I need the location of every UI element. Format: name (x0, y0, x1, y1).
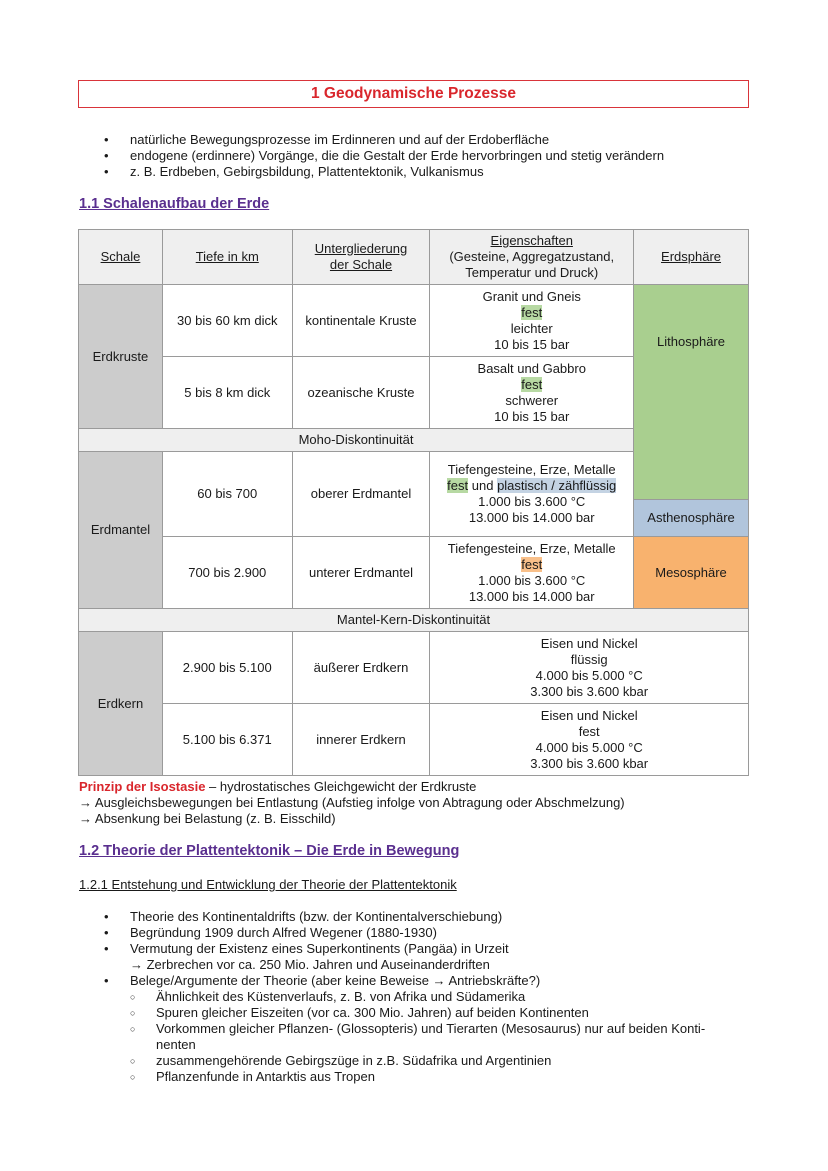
cell-tiefe: 30 bis 60 km dick (162, 285, 292, 357)
cell-tiefe: 60 bis 700 (162, 452, 292, 537)
highlight-fest: fest (521, 304, 543, 320)
discontinuity-row (79, 609, 749, 632)
cell-tiefe: 5.100 bis 6.371 (162, 704, 292, 776)
table-row (79, 537, 749, 609)
cell-teil: äußerer Erdkern (292, 632, 430, 704)
page-title-box (78, 80, 749, 108)
intro-bullet-list (80, 132, 760, 180)
highlight-fest: fest (521, 556, 543, 572)
sphere-asthenosphaere: Asthenosphäre (634, 500, 749, 537)
sub-list-item-continuation: nenten (156, 1037, 196, 1052)
list-item: • Vermutung der Existenz eines Superkontinents (Pangäa) in Urzeit (80, 941, 760, 957)
sub-list-item: ○ Vorkommen gleicher Pflanzen- (Glossopteris) und Tierarten (Mesosaurus) nur auf beiden Konti- (80, 1021, 760, 1037)
mantel-kern-discontinuity: Mantel-Kern-Diskontinuität (79, 609, 749, 632)
subsection-heading-1-2-1: 1.2.1 Entstehung und Entwicklung der Theorie der Plattentektonik (79, 877, 457, 892)
isostasie-line-2: → Ausgleichsbewegungen bei Entlastung (Aufstieg infolge von Abtragung oder Abschmelzung) (79, 795, 625, 810)
shell-erdmantel: Erdmantel (79, 452, 163, 609)
header-schale: Schale (79, 230, 163, 285)
table-row (79, 704, 749, 776)
header-erdsphaere: Erdsphäre (634, 230, 749, 285)
cell-eigenschaften: Basalt und Gabbro fest schwerer 10 bis 15 bar (430, 357, 634, 429)
earth-layers-table (78, 229, 749, 776)
cell-eigenschaften: Tiefengesteine, Erze, Metalle fest und plastisch / zähflüssig 1.000 bis 3.600 °C 13.000 bis 14.000 bar (430, 452, 634, 537)
page-title: 1 Geodynamische Prozesse (310, 85, 517, 102)
shell-erdkruste: Erdkruste (79, 285, 163, 429)
section-heading-1-2: 1.2 Theorie der Plattentektonik – Die Erde in Bewegung (79, 843, 460, 859)
list-item: • Theorie des Kontinentaldrifts (bzw. der Kontinentalverschiebung) (80, 909, 760, 925)
cell-tiefe: 5 bis 8 km dick (162, 357, 292, 429)
cell-teil: kontinentale Kruste (292, 285, 430, 357)
isostasie-block (79, 779, 759, 827)
table-row (79, 632, 749, 704)
sphere-mesosphaere: Mesosphäre (634, 537, 749, 609)
section-heading-1-1: 1.1 Schalenaufbau der Erde (79, 196, 270, 212)
sphere-lithosphaere: Lithosphäre (634, 285, 749, 500)
cell-tiefe: 700 bis 2.900 (162, 537, 292, 609)
shell-erdkern: Erdkern (79, 632, 163, 776)
sub-list-item: ○ Spuren gleicher Eiszeiten (vor ca. 300 Mio. Jahren) auf beiden Kontinenten (80, 1005, 760, 1021)
sub-list-item: ○ Ähnlichkeit des Küstenverlaufs, z. B. von Afrika und Südamerika (80, 989, 760, 1005)
isostasie-line-3: → Absenkung bei Belastung (z. B. Eisschild) (79, 811, 336, 826)
table-header-row (79, 230, 749, 285)
highlight-fest: fest (447, 478, 469, 493)
moho-discontinuity: Moho-Diskontinuität (79, 429, 634, 452)
sub-list-item: ○ Pflanzenfunde in Antarktis aus Tropen (80, 1069, 760, 1085)
cell-eigenschaften: Eisen und Nickel fest 4.000 bis 5.000 °C 3.300 bis 3.600 kbar (430, 704, 749, 776)
cell-tiefe: 2.900 bis 5.100 (162, 632, 292, 704)
cell-teil: oberer Erdmantel (292, 452, 430, 537)
sub-list-item: ○ zusammengehörende Gebirgszüge in z.B. Südafrika und Argentinien (80, 1053, 760, 1069)
cell-eigenschaften: Eisen und Nickel flüssig 4.000 bis 5.000 °C 3.300 bis 3.600 kbar (430, 632, 749, 704)
highlight-fest: fest (521, 376, 543, 392)
list-item: • endogene (erdinnere) Vorgänge, die die Gestalt der Erde hervorbringen und stetig verändern (80, 148, 760, 164)
isostasie-definition: – hydrostatisches Gleichgewicht der Erdkruste (205, 779, 477, 794)
cell-teil: ozeanische Kruste (292, 357, 430, 429)
list-item-continuation: → Zerbrechen vor ca. 250 Mio. Jahren und Auseinanderdriften (130, 957, 490, 972)
cell-eigenschaften: Tiefengesteine, Erze, Metalle fest 1.000 bis 3.600 °C 13.000 bis 14.000 bar (430, 537, 634, 609)
cell-teil: innerer Erdkern (292, 704, 430, 776)
list-item: • Begründung 1909 durch Alfred Wegener (1880-1930) (80, 925, 760, 941)
isostasie-line-1 (79, 779, 759, 795)
list-item: • natürliche Bewegungsprozesse im Erdinneren und auf der Erdoberfläche (80, 132, 760, 148)
header-untergliederung: Untergliederung der Schale (292, 230, 430, 285)
cell-teil: unterer Erdmantel (292, 537, 430, 609)
table-row (79, 285, 749, 357)
isostasie-term: Prinzip der Isostasie (79, 779, 206, 794)
header-eigenschaften: Eigenschaften (Gesteine, Aggregatzustand, Temperatur und Druck) (430, 230, 634, 285)
highlight-plastisch: plastisch / zähflüssig (497, 478, 617, 493)
header-tiefe: Tiefe in km (162, 230, 292, 285)
list-item: • Belege/Argumente der Theorie (aber keine Beweise → Antriebskräfte?) (80, 973, 760, 989)
cell-eigenschaften: Granit und Gneis fest leichter 10 bis 15 bar (430, 285, 634, 357)
plate-tectonics-bullet-list (80, 909, 760, 1085)
list-item: • z. B. Erdbeben, Gebirgsbildung, Plattentektonik, Vulkanismus (80, 164, 760, 180)
